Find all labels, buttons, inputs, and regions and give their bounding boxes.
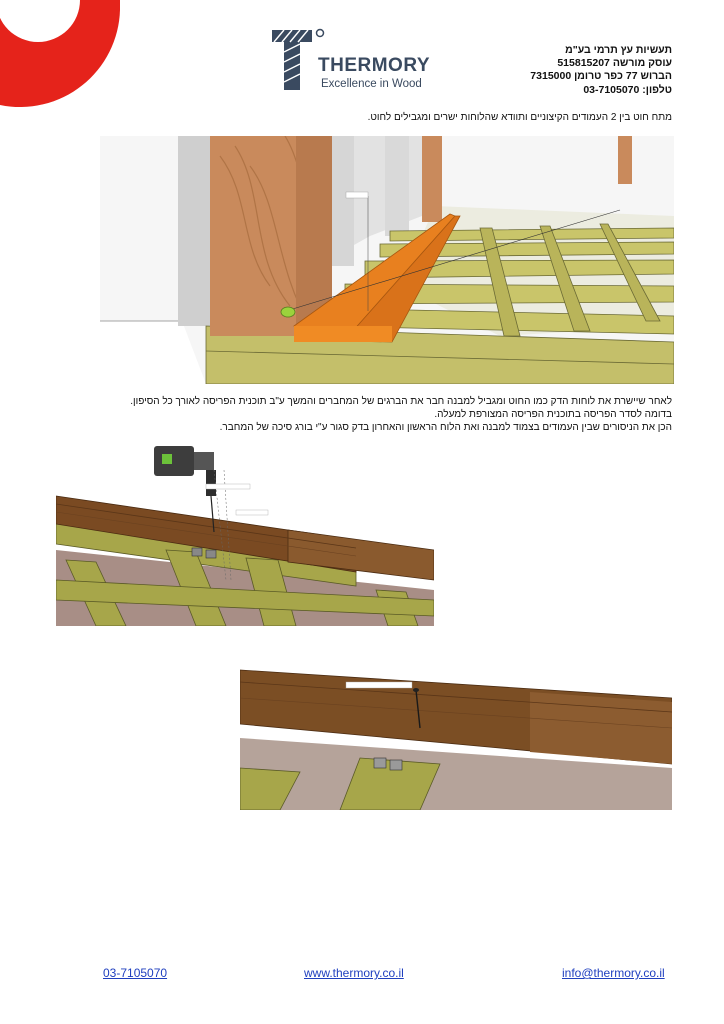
company-name: תעשיות עץ תרמי בע"מ xyxy=(565,44,672,56)
company-info xyxy=(530,44,672,97)
company-address: הברוש 77 כפר טרומן 7315000 xyxy=(530,70,672,83)
instruction-step-2-line-1: לאחר שיישרת את לוחות הדק כמו החוט ומגביל למבנה חבר את הברגים של המחברים והמשך ע"ב תוכנית הפריסה לאורך כל הסיפון. xyxy=(130,396,672,407)
company-phone: טלפון: 03-7105070 xyxy=(583,83,672,96)
logo-wordmark: THERMORY xyxy=(318,55,431,76)
footer-website-link[interactable]: www.thermory.co.il xyxy=(304,966,404,980)
instruction-step-1: מתח חוט בין 2 העמודים הקיצוניים ותוודא שהלוחות ישרים ומגבילים לחוט. xyxy=(367,112,672,123)
company-registration: עוסק מורשה 515815207 xyxy=(557,57,672,70)
footer-phone-link[interactable]: 03-7105070 xyxy=(103,966,168,980)
instruction-step-2-line-2: בדומה לסדר הפריסה בתוכנית הפריסה המצורפת למעלה. xyxy=(434,409,672,420)
drill-fastening-render xyxy=(56,440,434,626)
instruction-step-2-line-3: הכן את הניסורים שבין העמודים בצמוד למבנה ואת הלוח הראשון והאחרון בדק סגור ע"י בורג סיכה של המחבר. xyxy=(219,422,672,433)
logo-tagline: Excellence in Wood xyxy=(321,78,422,90)
footer-email-link[interactable]: info@thermory.co.il xyxy=(562,966,665,980)
corner-decoration xyxy=(0,0,120,110)
deck-frame-render xyxy=(100,136,674,384)
screw-closeup-render xyxy=(240,668,672,810)
